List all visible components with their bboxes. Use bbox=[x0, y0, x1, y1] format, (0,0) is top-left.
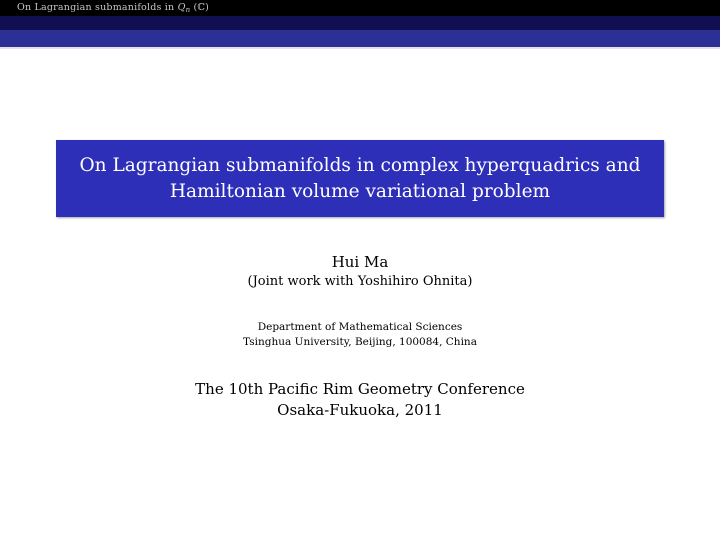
title-block bbox=[56, 140, 664, 217]
institute-line-2: Tsinghua University, Beijing, 100084, China bbox=[243, 336, 477, 348]
title-line-1: On Lagrangian submanifolds in complex hyperquadrics and bbox=[79, 154, 641, 176]
author-name: Hui Ma bbox=[331, 253, 389, 271]
author-note: (Joint work with Yoshihiro Ohnita) bbox=[247, 274, 473, 289]
nav-bar-blue bbox=[0, 30, 720, 47]
title-line-2: Hamiltonian volume variational problem bbox=[169, 180, 551, 202]
short-title-suffix: (ℂ) bbox=[193, 2, 210, 13]
short-title-text: On Lagrangian submanifolds in bbox=[17, 2, 178, 13]
slide-headline bbox=[0, 0, 720, 16]
nav-bar-dark bbox=[0, 16, 720, 30]
nav-bar-divider bbox=[0, 47, 720, 49]
short-title-subscript: n bbox=[185, 6, 191, 14]
conference-name: The 10th Pacific Rim Geometry Conference bbox=[195, 380, 525, 398]
institute-line-1: Department of Mathematical Sciences bbox=[257, 321, 463, 333]
short-title-math: Q bbox=[177, 2, 186, 13]
conference-location: Osaka-Fukuoka, 2011 bbox=[277, 401, 443, 419]
